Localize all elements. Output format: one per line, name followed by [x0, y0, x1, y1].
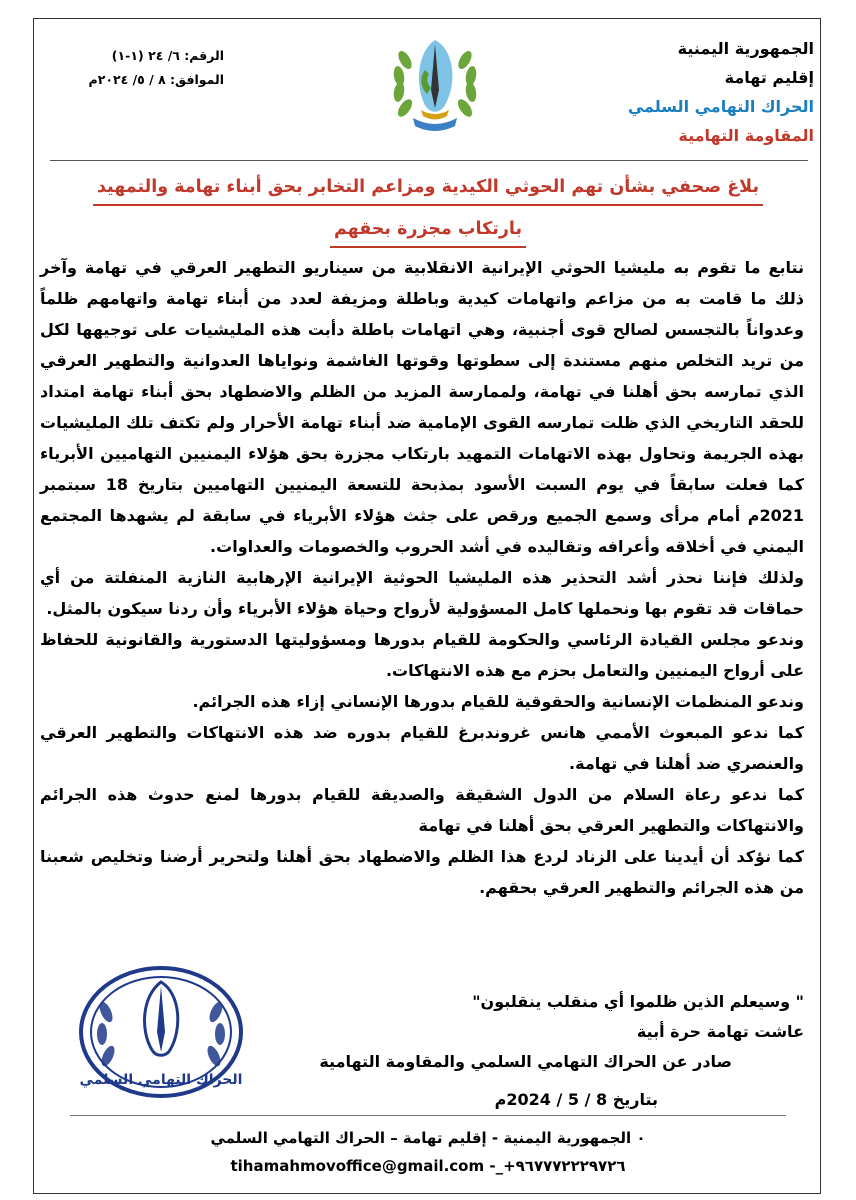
closing-date: بتاريخ 8 / 5 / 2024م [494, 1090, 658, 1109]
closing-issuer: صادر عن الحراك التهامي السلمي والمقاومة التهامية [319, 1052, 732, 1071]
header-divider [50, 160, 808, 161]
header-resistance: المقاومة التهامية [678, 126, 814, 145]
movement-stamp-icon [76, 962, 246, 1102]
document-body [40, 252, 804, 903]
closing-block [319, 987, 804, 1115]
body-paragraph-7: كما نؤكد أن أيدينا على الزناد لردع هذا الظلم والاضطهاد بحق أهلنا ولتحرير أرضنا وتخليص شعبنا من هذه الجرائم والتطهير العرقي بحقهم. [40, 847, 804, 897]
header-region: إقليم تهامة [724, 68, 814, 87]
body-paragraph-1: نتابع ما تقوم به مليشيا الحوثي الإيرانية الانقلابية من سيناريو التطهير العرقي في تهامة وآخر ذلك ما قامت به من مزاعم واتهامات كيدية وباطلة ومزيفة لعدد من أبناء تهامة واتهامهم ظلماً وعدواناً بالتجسس لصالح قوى أجنبية، وهي اتهامات باطلة دأبت هذه المليشيات على توجيهها لكل من تريد التخلص منهم مستندة إلى سطوتها وقوتها الغاشمة ونواياها العدوانية والتطهير العرقي الذي تمارسه بحق أهلنا في تهامة، ولممارسة المزيد من الظلم والاضطهاد بحق أبناء تهامة امتداد للحقد التاريخي الذي ظلت تمارسه القوى الإمامية ضد أبناء تهامة الأحرار ولم تكتف تلك المليشيات بهذه الجريمة وتحاول بهذه الاتهامات التمهيد بارتكاب مجزرة بحق هؤلاء اليمنيين التهاميين الأبرياء كما فعلت سابقاً في يوم السبت الأسود بمذبحة للتسعة اليمنيين التهاميين بتاريخ 18 سبتمبر 2021م أمام مرأى وسمع الجميع ورقص على جثث هؤلاء الأبرياء في سابقة لم يشهدها المجتمع اليمني في أخلاقه وأعرافه وتقاليده في أشد الحروب والخصومات والعداوات. [40, 258, 805, 556]
body-paragraph-4: وندعو المنظمات الإنسانية والحقوقية للقيام بدورها الإنساني إزاء هذه الجرائم. [192, 692, 804, 711]
reference-number: الرقم: ٦/ ٢٤ (١-١) [111, 48, 224, 63]
header-republic: الجمهورية اليمنية [677, 39, 814, 58]
footer-divider [70, 1115, 786, 1116]
stamp-caption: الحراك التهامي السلمي [79, 1072, 243, 1088]
title-line-1: بلاغ صحفي بشأن تهم الحوثي الكيدية ومزاعم التخابر بحق أبناء تهامة والتمهيد [93, 172, 763, 206]
document-title [60, 172, 796, 248]
header-movement: الحراك التهامي السلمي [627, 97, 814, 116]
body-paragraph-2: ولذلك فإننا نحذر أشد التحذير هذه المليشيا الحوثية الإيرانية الإرهابية النازية المنفلتة من أي حماقات قد تقوم بها ونحملها كامل المسؤولية لأرواح وحياة هؤلاء الأبرياء وأن ردنا سيكون بالمثل. [40, 568, 804, 618]
header-organization-block [627, 34, 814, 150]
closing-slogan: عاشت تهامة حرة أبية [636, 1022, 804, 1041]
reference-date: الموافق: ٨ / ٥/ ٢٠٢٤م [88, 72, 224, 87]
movement-emblem-icon [385, 30, 485, 140]
title-line-2: بارتكاب مجزرة بحقهم [330, 214, 526, 248]
body-paragraph-5: كما ندعو المبعوث الأممي هانس غروندبرغ للقيام بدوره ضد هذه الانتهاكات والتطهير العرقي والعنصري ضد أهلنا في تهامة. [40, 723, 804, 773]
body-paragraph-3: وندعو مجلس القيادة الرئاسي والحكومة للقيام بدورها ومسؤوليتها الدستورية والقانونية للحفاظ على أرواح اليمنيين والتعامل بحزم مع هذه الانتهاكات. [40, 630, 804, 680]
document-footer [60, 1124, 796, 1180]
footer-line-1: ٠ الجمهورية اليمنية - إقليم تهامة – الحراك التهامي السلمي [210, 1129, 646, 1147]
closing-quote: " وسيعلم الذين ظلموا أي منقلب ينقلبون" [472, 992, 804, 1011]
header-reference-block [54, 44, 224, 92]
body-paragraph-6: كما ندعو رعاة السلام من الدول الشقيقة والصديقة للقيام بدورها لمنع حدوث هذه الجرائم والانتهاكات والتطهير العرقي بحق أهلنا في تهامة [40, 785, 804, 835]
footer-contact: tihamahmovoffice@gmail.com -_+٩٦٧٧٧٢٢٢٩٧٢٦ [230, 1157, 626, 1175]
